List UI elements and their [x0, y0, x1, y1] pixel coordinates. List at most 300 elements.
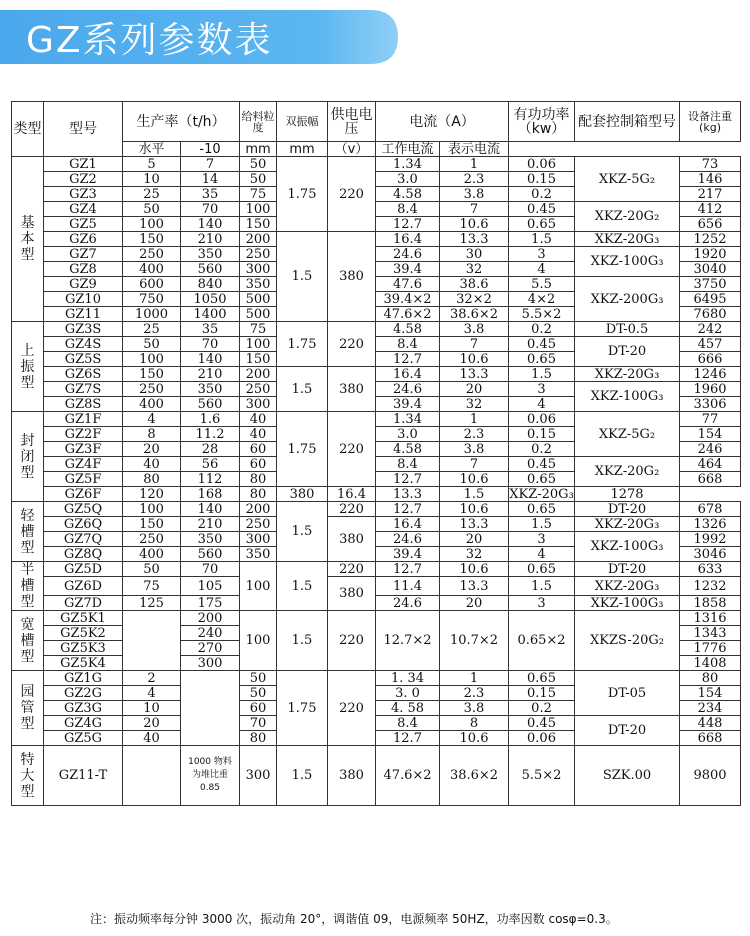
model-cell: GZ5K1 [44, 611, 123, 626]
category-label: 宽槽型 [12, 611, 44, 671]
model-cell: GZ5S [44, 352, 123, 367]
current-work-cell: 12.7 [376, 562, 440, 577]
current-work-cell: 24.6 [376, 382, 440, 397]
model-cell: GZ9 [44, 277, 123, 292]
feed-size-cell: 200 [240, 367, 277, 382]
model-cell: GZ8 [44, 262, 123, 277]
power-cell: 0.2 [509, 187, 575, 202]
power-cell: 5.5×2 [509, 746, 575, 806]
weight-cell: 666 [680, 352, 741, 367]
weight-cell: 1316 [680, 611, 741, 626]
power-cell: 0.15 [509, 686, 575, 701]
model-cell: GZ2F [44, 427, 123, 442]
current-work-cell: 39.4 [376, 262, 440, 277]
power-cell: 1.5 [509, 577, 575, 596]
power-cell: 3 [509, 596, 575, 611]
current-show-cell: 10.6 [440, 502, 509, 517]
rate-minus10-cell: 560 [181, 397, 240, 412]
model-cell: GZ5K2 [44, 626, 123, 641]
current-work-cell: 24.6 [376, 247, 440, 262]
table-row [12, 337, 741, 352]
control-box-cell: DT-05 [575, 671, 680, 716]
table-row [12, 716, 741, 731]
table-row [12, 746, 741, 806]
feed-size-cell: 150 [240, 217, 277, 232]
power-cell: 1.5 [509, 517, 575, 532]
rate-horizontal-cell: 75 [123, 577, 181, 596]
header-current-show: 表示电流 [440, 142, 509, 157]
rate-horizontal-cell: 2 [123, 671, 181, 686]
rate-minus10-cell: 175 [181, 596, 240, 611]
current-work-cell: 1.34 [376, 412, 440, 427]
power-cell: 0.06 [509, 157, 575, 172]
model-cell: GZ11 [44, 307, 123, 322]
power-cell: 0.65 [509, 502, 575, 517]
power-cell: 0.65 [509, 562, 575, 577]
feed-size-cell: 300 [240, 532, 277, 547]
power-cell: 0.65 [509, 472, 575, 487]
weight-cell: 80 [680, 671, 741, 686]
parameter-table [11, 101, 741, 806]
weight-cell: 3040 [680, 262, 741, 277]
header-power: 有功功率（kw） [509, 102, 575, 142]
model-cell: GZ5Q [44, 502, 123, 517]
feed-size-cell: 100 [240, 562, 277, 611]
feed-size-cell: 60 [240, 442, 277, 457]
weight-cell: 1920 [680, 247, 741, 262]
current-show-cell: 2.3 [440, 172, 509, 187]
material-density-note: 1000 物料为堆比重 0.85 [181, 746, 240, 806]
power-cell: 0.2 [509, 701, 575, 716]
rate-horizontal-cell: 400 [123, 547, 181, 562]
feed-size-cell: 50 [240, 671, 277, 686]
current-work-cell: 39.4×2 [376, 292, 440, 307]
power-cell: 0.45 [509, 202, 575, 217]
power-cell: 4 [509, 262, 575, 277]
power-cell: 0.45 [509, 716, 575, 731]
rate-horizontal-cell: 40 [123, 457, 181, 472]
rate-minus10-cell: 1050 [181, 292, 240, 307]
rate-minus10-cell: 140 [181, 352, 240, 367]
current-show-cell: 38.6×2 [440, 746, 509, 806]
model-cell: GZ4 [44, 202, 123, 217]
feed-size-cell: 40 [240, 427, 277, 442]
power-cell: 0.06 [509, 731, 575, 746]
weight-cell: 412 [680, 202, 741, 217]
weight-cell: 1776 [680, 641, 741, 656]
rate-minus10-cell: 105 [181, 577, 240, 596]
rate-horizontal-cell: 25 [123, 322, 181, 337]
control-box-cell: XKZ-200G₃ [575, 277, 680, 322]
model-cell: GZ10 [44, 292, 123, 307]
control-box-cell: XKZ-100G₃ [575, 596, 680, 611]
amplitude-cell: 1.5 [277, 746, 328, 806]
weight-cell: 154 [680, 686, 741, 701]
rate-horizontal-cell: 250 [123, 382, 181, 397]
power-cell: 0.45 [509, 457, 575, 472]
current-work-cell: 4.58 [376, 187, 440, 202]
voltage-cell: 220 [328, 562, 376, 577]
weight-cell: 448 [680, 716, 741, 731]
control-box-cell: XKZ-20G₂ [575, 457, 680, 487]
current-work-cell: 39.4 [376, 547, 440, 562]
current-show-cell: 20 [440, 532, 509, 547]
rate-horizontal-cell: 400 [123, 397, 181, 412]
current-work-cell: 47.6×2 [376, 746, 440, 806]
control-box-cell: DT-20 [575, 502, 680, 517]
voltage-cell: 380 [328, 577, 376, 611]
rate-horizontal-cell: 50 [123, 202, 181, 217]
feed-size-cell: 50 [240, 686, 277, 701]
current-show-cell: 32 [440, 262, 509, 277]
weight-cell: 242 [680, 322, 741, 337]
amplitude-cell: 1.75 [277, 412, 328, 487]
amplitude-cell: 1.5 [277, 611, 328, 671]
rate-horizontal-cell: 50 [123, 337, 181, 352]
current-show-cell: 13.3 [440, 577, 509, 596]
weight-cell: 3306 [680, 397, 741, 412]
weight-cell: 146 [680, 172, 741, 187]
rate-horizontal-cell: 150 [123, 367, 181, 382]
current-work-cell: 12.7×2 [376, 611, 440, 671]
amplitude-cell: 1.75 [277, 671, 328, 746]
table-row [12, 562, 741, 577]
current-show-cell: 10.6 [440, 562, 509, 577]
current-show-cell: 1 [440, 157, 509, 172]
rate-minus10-cell: 35 [181, 322, 240, 337]
current-work-cell: 11.4 [376, 577, 440, 596]
table-row [12, 412, 741, 427]
header-voltage-unit: （v） [328, 142, 376, 157]
current-work-cell: 16.4 [376, 367, 440, 382]
feed-size-cell: 350 [240, 277, 277, 292]
current-show-cell: 10.6 [440, 731, 509, 746]
feed-size-cell: 200 [240, 232, 277, 247]
model-cell: GZ5F [44, 472, 123, 487]
page-title: GZ系列参数表 [26, 20, 273, 61]
header-amplitude: 双振幅 [277, 102, 328, 142]
feed-size-cell: 70 [240, 716, 277, 731]
amplitude-cell: 1.5 [277, 502, 328, 562]
control-box-cell: XKZ-5G₂ [575, 157, 680, 202]
rate-horizontal-cell: 50 [123, 562, 181, 577]
power-cell: 0.2 [509, 322, 575, 337]
rate-minus10-cell: 560 [181, 547, 240, 562]
rate-horizontal-cell: 10 [123, 172, 181, 187]
weight-cell: 77 [680, 412, 741, 427]
header-category: 类型 [12, 102, 44, 157]
rate-minus10-cell: 350 [181, 382, 240, 397]
current-show-cell: 10.6 [440, 352, 509, 367]
amplitude-cell: 1.5 [277, 232, 328, 322]
rate-horizontal-cell: 5 [123, 157, 181, 172]
weight-cell: 217 [680, 187, 741, 202]
rate-minus10-cell: 168 [181, 487, 240, 502]
weight-cell: 457 [680, 337, 741, 352]
control-box-cell: XKZ-20G₃ [575, 367, 680, 382]
header-current: 电流（A） [376, 102, 509, 142]
feed-size-cell: 60 [240, 457, 277, 472]
model-cell: GZ5G [44, 731, 123, 746]
voltage-cell: 380 [328, 367, 376, 412]
control-box-cell: XKZ-20G₃ [575, 232, 680, 247]
current-work-cell: 47.6 [376, 277, 440, 292]
control-box-cell: XKZ-5G₂ [575, 412, 680, 457]
rate-minus10-cell: 270 [181, 641, 240, 656]
current-work-cell: 24.6 [376, 532, 440, 547]
weight-cell: 678 [680, 502, 741, 517]
current-show-cell: 7 [440, 337, 509, 352]
model-cell: GZ6 [44, 232, 123, 247]
rate-horizontal-cell: 750 [123, 292, 181, 307]
rate-horizontal-cell: 250 [123, 532, 181, 547]
amplitude-cell: 1.5 [277, 367, 328, 412]
rate-minus10-cell: 70 [181, 202, 240, 217]
category-label: 封闭型 [12, 412, 44, 502]
current-work-cell: 8.4 [376, 716, 440, 731]
rate-horizontal-cell: 120 [123, 487, 181, 502]
power-cell: 0.06 [509, 412, 575, 427]
current-work-cell: 16.4 [376, 232, 440, 247]
model-cell: GZ7Q [44, 532, 123, 547]
rate-horizontal-cell: 125 [123, 596, 181, 611]
current-show-cell: 32 [440, 397, 509, 412]
control-box-cell: DT-20 [575, 562, 680, 577]
power-cell: 3 [509, 532, 575, 547]
table-row [12, 577, 741, 596]
header-model: 型号 [44, 102, 123, 157]
rate-horizontal-cell: 4 [123, 686, 181, 701]
table-row [12, 671, 741, 686]
table-row [12, 382, 741, 397]
power-cell: 4 [509, 397, 575, 412]
power-cell: 0.65×2 [509, 611, 575, 671]
current-work-cell: 4.58 [376, 442, 440, 457]
current-show-cell: 3.8 [440, 701, 509, 716]
current-work-cell: 1. 34 [376, 671, 440, 686]
header-control: 配套控制箱型号 [575, 102, 680, 142]
table-row [12, 532, 741, 547]
current-show-cell: 30 [440, 247, 509, 262]
weight-cell: 1326 [680, 517, 741, 532]
table-row [12, 457, 741, 472]
model-cell: GZ3F [44, 442, 123, 457]
rate-horizontal-cell: 20 [123, 716, 181, 731]
weight-cell: 1992 [680, 532, 741, 547]
weight-cell: 3750 [680, 277, 741, 292]
current-show-cell: 3.8 [440, 442, 509, 457]
table-row [12, 487, 741, 502]
rate-minus10-cell: 210 [181, 367, 240, 382]
model-cell: GZ3S [44, 322, 123, 337]
feed-size-cell: 100 [240, 202, 277, 217]
rate-horizontal-cell: 100 [123, 217, 181, 232]
category-label: 轻槽型 [12, 502, 44, 562]
voltage-cell: 380 [277, 487, 328, 502]
control-box-cell: DT-0.5 [575, 322, 680, 337]
rate-horizontal-cell: 80 [123, 472, 181, 487]
power-cell: 0.65 [509, 671, 575, 686]
current-show-cell: 3.8 [440, 187, 509, 202]
table-row [12, 277, 741, 292]
table-row [12, 322, 741, 337]
weight-cell: 234 [680, 701, 741, 716]
current-work-cell: 16.4 [328, 487, 376, 502]
current-work-cell: 3. 0 [376, 686, 440, 701]
current-work-cell: 12.7 [376, 217, 440, 232]
feed-size-cell: 50 [240, 172, 277, 187]
control-box-cell: XKZ-20G₂ [575, 202, 680, 232]
header-amplitude-unit: mm [277, 142, 328, 157]
table-row [12, 202, 741, 217]
control-box-cell: XKZ-100G₃ [575, 382, 680, 412]
rate-horizontal-cell: 100 [123, 352, 181, 367]
power-cell: 0.65 [509, 352, 575, 367]
model-cell: GZ3G [44, 701, 123, 716]
feed-size-cell: 250 [240, 382, 277, 397]
amplitude-cell: 1.75 [277, 322, 328, 367]
feed-size-cell: 300 [240, 397, 277, 412]
current-work-cell: 16.4 [376, 517, 440, 532]
weight-cell: 1232 [680, 577, 741, 596]
feed-size-cell: 80 [240, 731, 277, 746]
current-show-cell: 32×2 [440, 292, 509, 307]
rate-horizontal-cell: 250 [123, 247, 181, 262]
rate-horizontal-cell [123, 611, 181, 671]
model-cell: GZ2G [44, 686, 123, 701]
weight-cell: 1343 [680, 626, 741, 641]
amplitude-cell: 1.5 [277, 562, 328, 611]
rate-horizontal-cell: 40 [123, 731, 181, 746]
model-cell: GZ6F [44, 487, 123, 502]
rate-minus10-cell: 350 [181, 247, 240, 262]
rate-minus10-cell [181, 671, 240, 746]
model-cell: GZ1 [44, 157, 123, 172]
feed-size-cell: 250 [240, 517, 277, 532]
rate-horizontal-cell [123, 746, 181, 806]
weight-cell: 3046 [680, 547, 741, 562]
current-show-cell: 32 [440, 547, 509, 562]
current-work-cell: 39.4 [376, 397, 440, 412]
table-row [12, 247, 741, 262]
rate-minus10-cell: 560 [181, 262, 240, 277]
control-box-cell: DT-20 [575, 716, 680, 746]
feed-size-cell: 75 [240, 187, 277, 202]
feed-size-cell: 40 [240, 412, 277, 427]
table-row [12, 502, 741, 517]
model-cell: GZ4S [44, 337, 123, 352]
weight-cell: 668 [680, 731, 741, 746]
current-show-cell: 10.6 [440, 217, 509, 232]
current-work-cell: 12.7 [376, 731, 440, 746]
model-cell: GZ8S [44, 397, 123, 412]
current-show-cell: 2.3 [440, 427, 509, 442]
current-work-cell: 3.0 [376, 427, 440, 442]
header-rate: 生产率（t/h） [123, 102, 240, 142]
header-feed-size: 给料粒度 [240, 102, 277, 142]
feed-size-cell: 350 [240, 547, 277, 562]
current-work-cell: 12.7 [376, 472, 440, 487]
rate-horizontal-cell: 150 [123, 232, 181, 247]
category-label: 半槽型 [12, 562, 44, 611]
feed-size-cell: 75 [240, 322, 277, 337]
rate-horizontal-cell: 20 [123, 442, 181, 457]
current-work-cell: 8.4 [376, 337, 440, 352]
current-work-cell: 8.4 [376, 457, 440, 472]
power-cell: 1.5 [509, 232, 575, 247]
power-cell: 4 [509, 547, 575, 562]
current-show-cell: 8 [440, 716, 509, 731]
rate-minus10-cell: 28 [181, 442, 240, 457]
current-work-cell: 24.6 [376, 596, 440, 611]
rate-minus10-cell: 70 [181, 562, 240, 577]
current-show-cell: 7 [440, 202, 509, 217]
table-row [12, 232, 741, 247]
feed-size-cell: 100 [240, 337, 277, 352]
category-label: 基本型 [12, 157, 44, 322]
model-cell: GZ11-T [44, 746, 123, 806]
header-weight: 设备注重(kg) [680, 102, 741, 142]
rate-horizontal-cell: 600 [123, 277, 181, 292]
control-box-cell: XKZ-100G₃ [575, 247, 680, 277]
power-cell: 0.2 [509, 442, 575, 457]
current-show-cell: 2.3 [440, 686, 509, 701]
rate-minus10-cell: 210 [181, 517, 240, 532]
model-cell: GZ2 [44, 172, 123, 187]
weight-cell: 7680 [680, 307, 741, 322]
rate-minus10-cell: 70 [181, 337, 240, 352]
current-work-cell: 47.6×2 [376, 307, 440, 322]
feed-size-cell: 200 [240, 502, 277, 517]
weight-cell: 464 [680, 457, 741, 472]
current-show-cell: 1 [440, 412, 509, 427]
current-show-cell: 7 [440, 457, 509, 472]
model-cell: GZ7S [44, 382, 123, 397]
model-cell: GZ5 [44, 217, 123, 232]
rate-horizontal-cell: 100 [123, 502, 181, 517]
current-show-cell: 1 [440, 671, 509, 686]
power-cell: 5.5 [509, 277, 575, 292]
rate-horizontal-cell: 4 [123, 412, 181, 427]
feed-size-cell: 80 [240, 472, 277, 487]
model-cell: GZ8Q [44, 547, 123, 562]
amplitude-cell: 1.75 [277, 157, 328, 232]
weight-cell: 633 [680, 562, 741, 577]
model-cell: GZ4G [44, 716, 123, 731]
current-work-cell: 3.0 [376, 172, 440, 187]
voltage-cell: 220 [328, 502, 376, 517]
voltage-cell: 220 [328, 322, 376, 367]
power-cell: 5.5×2 [509, 307, 575, 322]
rate-minus10-cell: 140 [181, 217, 240, 232]
rate-minus10-cell: 7 [181, 157, 240, 172]
model-cell: GZ5K3 [44, 641, 123, 656]
model-cell: GZ6S [44, 367, 123, 382]
rate-horizontal-cell: 10 [123, 701, 181, 716]
model-cell: GZ7 [44, 247, 123, 262]
power-cell: 4×2 [509, 292, 575, 307]
feed-size-cell: 50 [240, 157, 277, 172]
rate-minus10-cell: 112 [181, 472, 240, 487]
weight-cell: 656 [680, 217, 741, 232]
category-label: 特大型 [12, 746, 44, 806]
current-show-cell: 10.7×2 [440, 611, 509, 671]
rate-minus10-cell: 11.2 [181, 427, 240, 442]
power-cell: 0.15 [509, 172, 575, 187]
rate-minus10-cell: 1.6 [181, 412, 240, 427]
title-banner [0, 0, 750, 72]
control-box-cell: XKZ-20G₃ [575, 517, 680, 532]
